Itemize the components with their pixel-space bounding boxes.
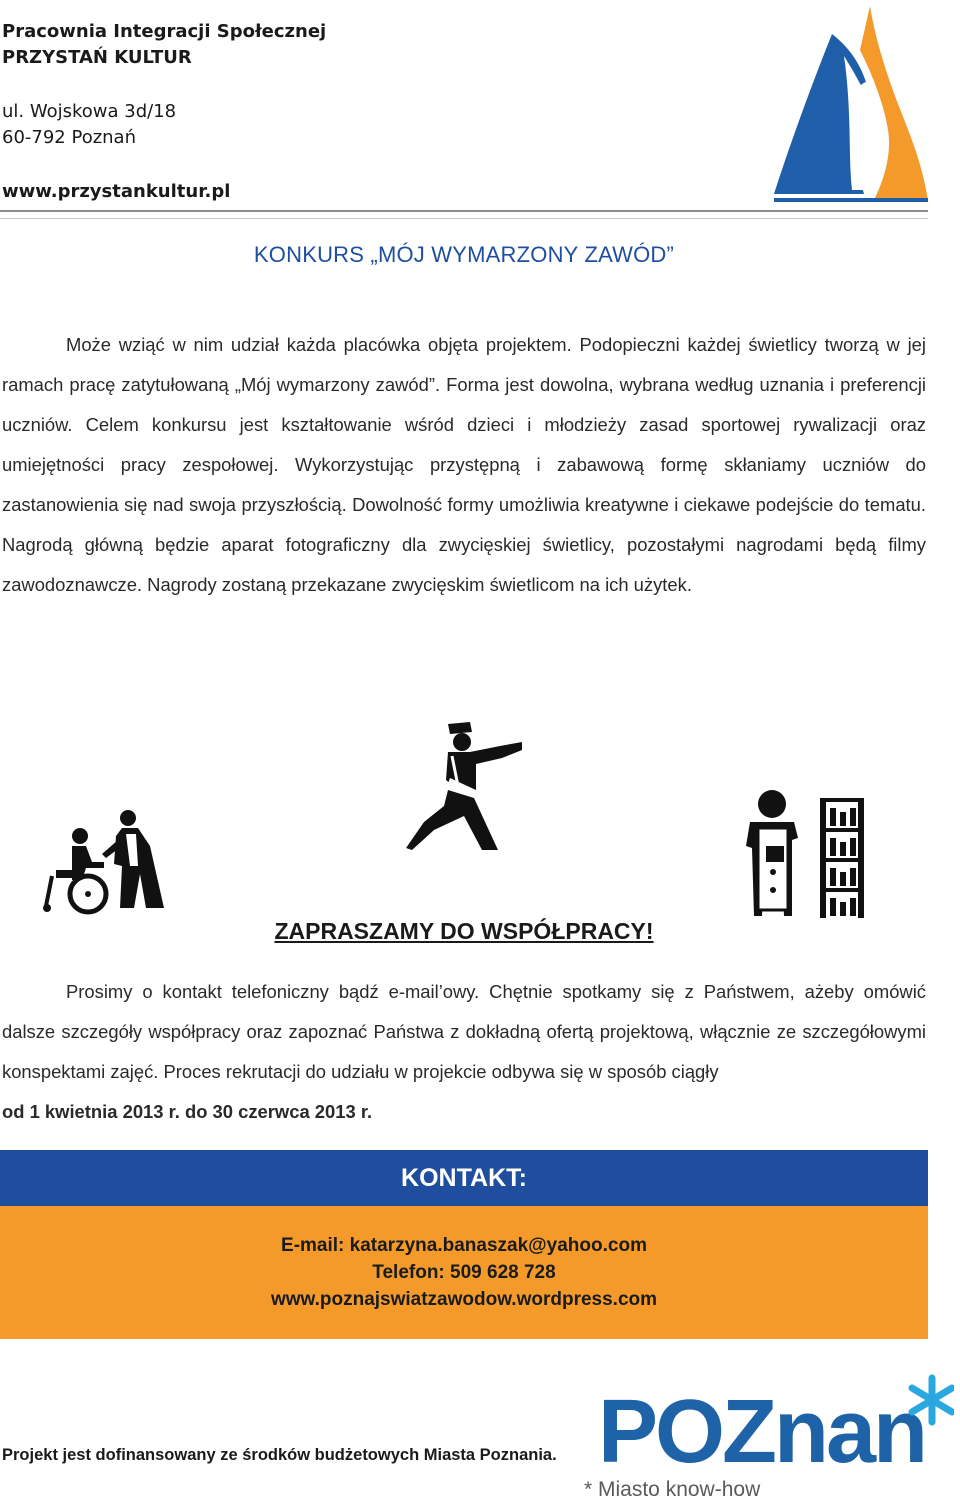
address-street: ul. Wojskowa 3d/18 [2,101,177,122]
police-officer-icon [404,720,524,852]
address-city: 60-792 Poznań [2,127,136,148]
funding-note: Projekt jest dofinansowany ze środków budżetowych Miasta Poznania. [2,1446,557,1464]
poznan-wordmark: POZnan [598,1382,926,1482]
intro-paragraph [2,325,926,605]
poznan-city-logo [584,1370,954,1504]
caregiver-wheelchair-icon [42,806,174,918]
contact-website-link[interactable]: www.poznajswiatzawodow.wordpress.com [270,1289,658,1310]
contact-paragraph-text: Prosimy o kontakt telefoniczny bądź e-mail’owy. Chętnie spotkamy się z Państwem, ażeby omówić dalsze szczegóły współpracy oraz zapoznać Państwa z dokładną ofertą projektową, włącznie ze szczegółowymi konspektami zajęć. Proces rekrutacji do udziału w projekcie odbywa się w sposób ciągły [2,981,926,1082]
poznan-tagline: * Miasto know-how [584,1478,761,1501]
org-subname: PRZYSTAŃ KULTUR [2,47,192,68]
org-name: Pracownia Integracji Społecznej [2,21,327,42]
contact-box [0,1206,928,1339]
page-title: KONKURS „MÓJ WYMARZONY ZAWÓD” [253,242,675,267]
recruitment-dates: od 1 kwietnia 2013 r. do 30 czerwca 2013 r. [2,1101,373,1122]
contact-paragraph [2,972,926,1132]
header-divider [0,210,928,219]
pharmacist-icon [736,788,868,920]
intro-paragraph-text: Może wziąć w nim udział każda placówka objęta projektem. Podopieczni każdej świetlicy tworzą w jej ramach pracę zatytułowaną „Mój wymarzony zawód”. Forma jest dowolna, wybrana według uznania i preferencji uczniów. Celem konkursu jest kształtowanie wśród dzieci i młodzieży zasad sportowej rywalizacji oraz umiejętności pracy zespołowej. Wykorzystując przystępną i zabawową formę skłaniamy uczniów do zastanowienia się nad swoja przyszłością. Dowolność formy umożliwia kreatywne i ciekawe podejście do tematu. Nagrodą główną będzie aparat fotograficzny dla zwycięskiej świetlicy, pozostałymi nagrodami będą filmy zawodoznawcze. Nagrody zostaną przekazane zwycięskim świetlicom na ich użytek. [2,334,926,595]
contact-email-link[interactable]: E-mail: katarzyna.banaszak@yahoo.com [281,1235,647,1256]
call-to-action: ZAPRASZAMY DO WSPÓŁPRACY! [274,918,654,944]
przystan-kultur-logo [772,4,930,206]
org-website-link[interactable]: www.przystankultur.pl [2,181,231,202]
contact-heading: KONTAKT: [0,1150,928,1206]
contact-phone: Telefon: 509 628 728 [372,1262,556,1283]
